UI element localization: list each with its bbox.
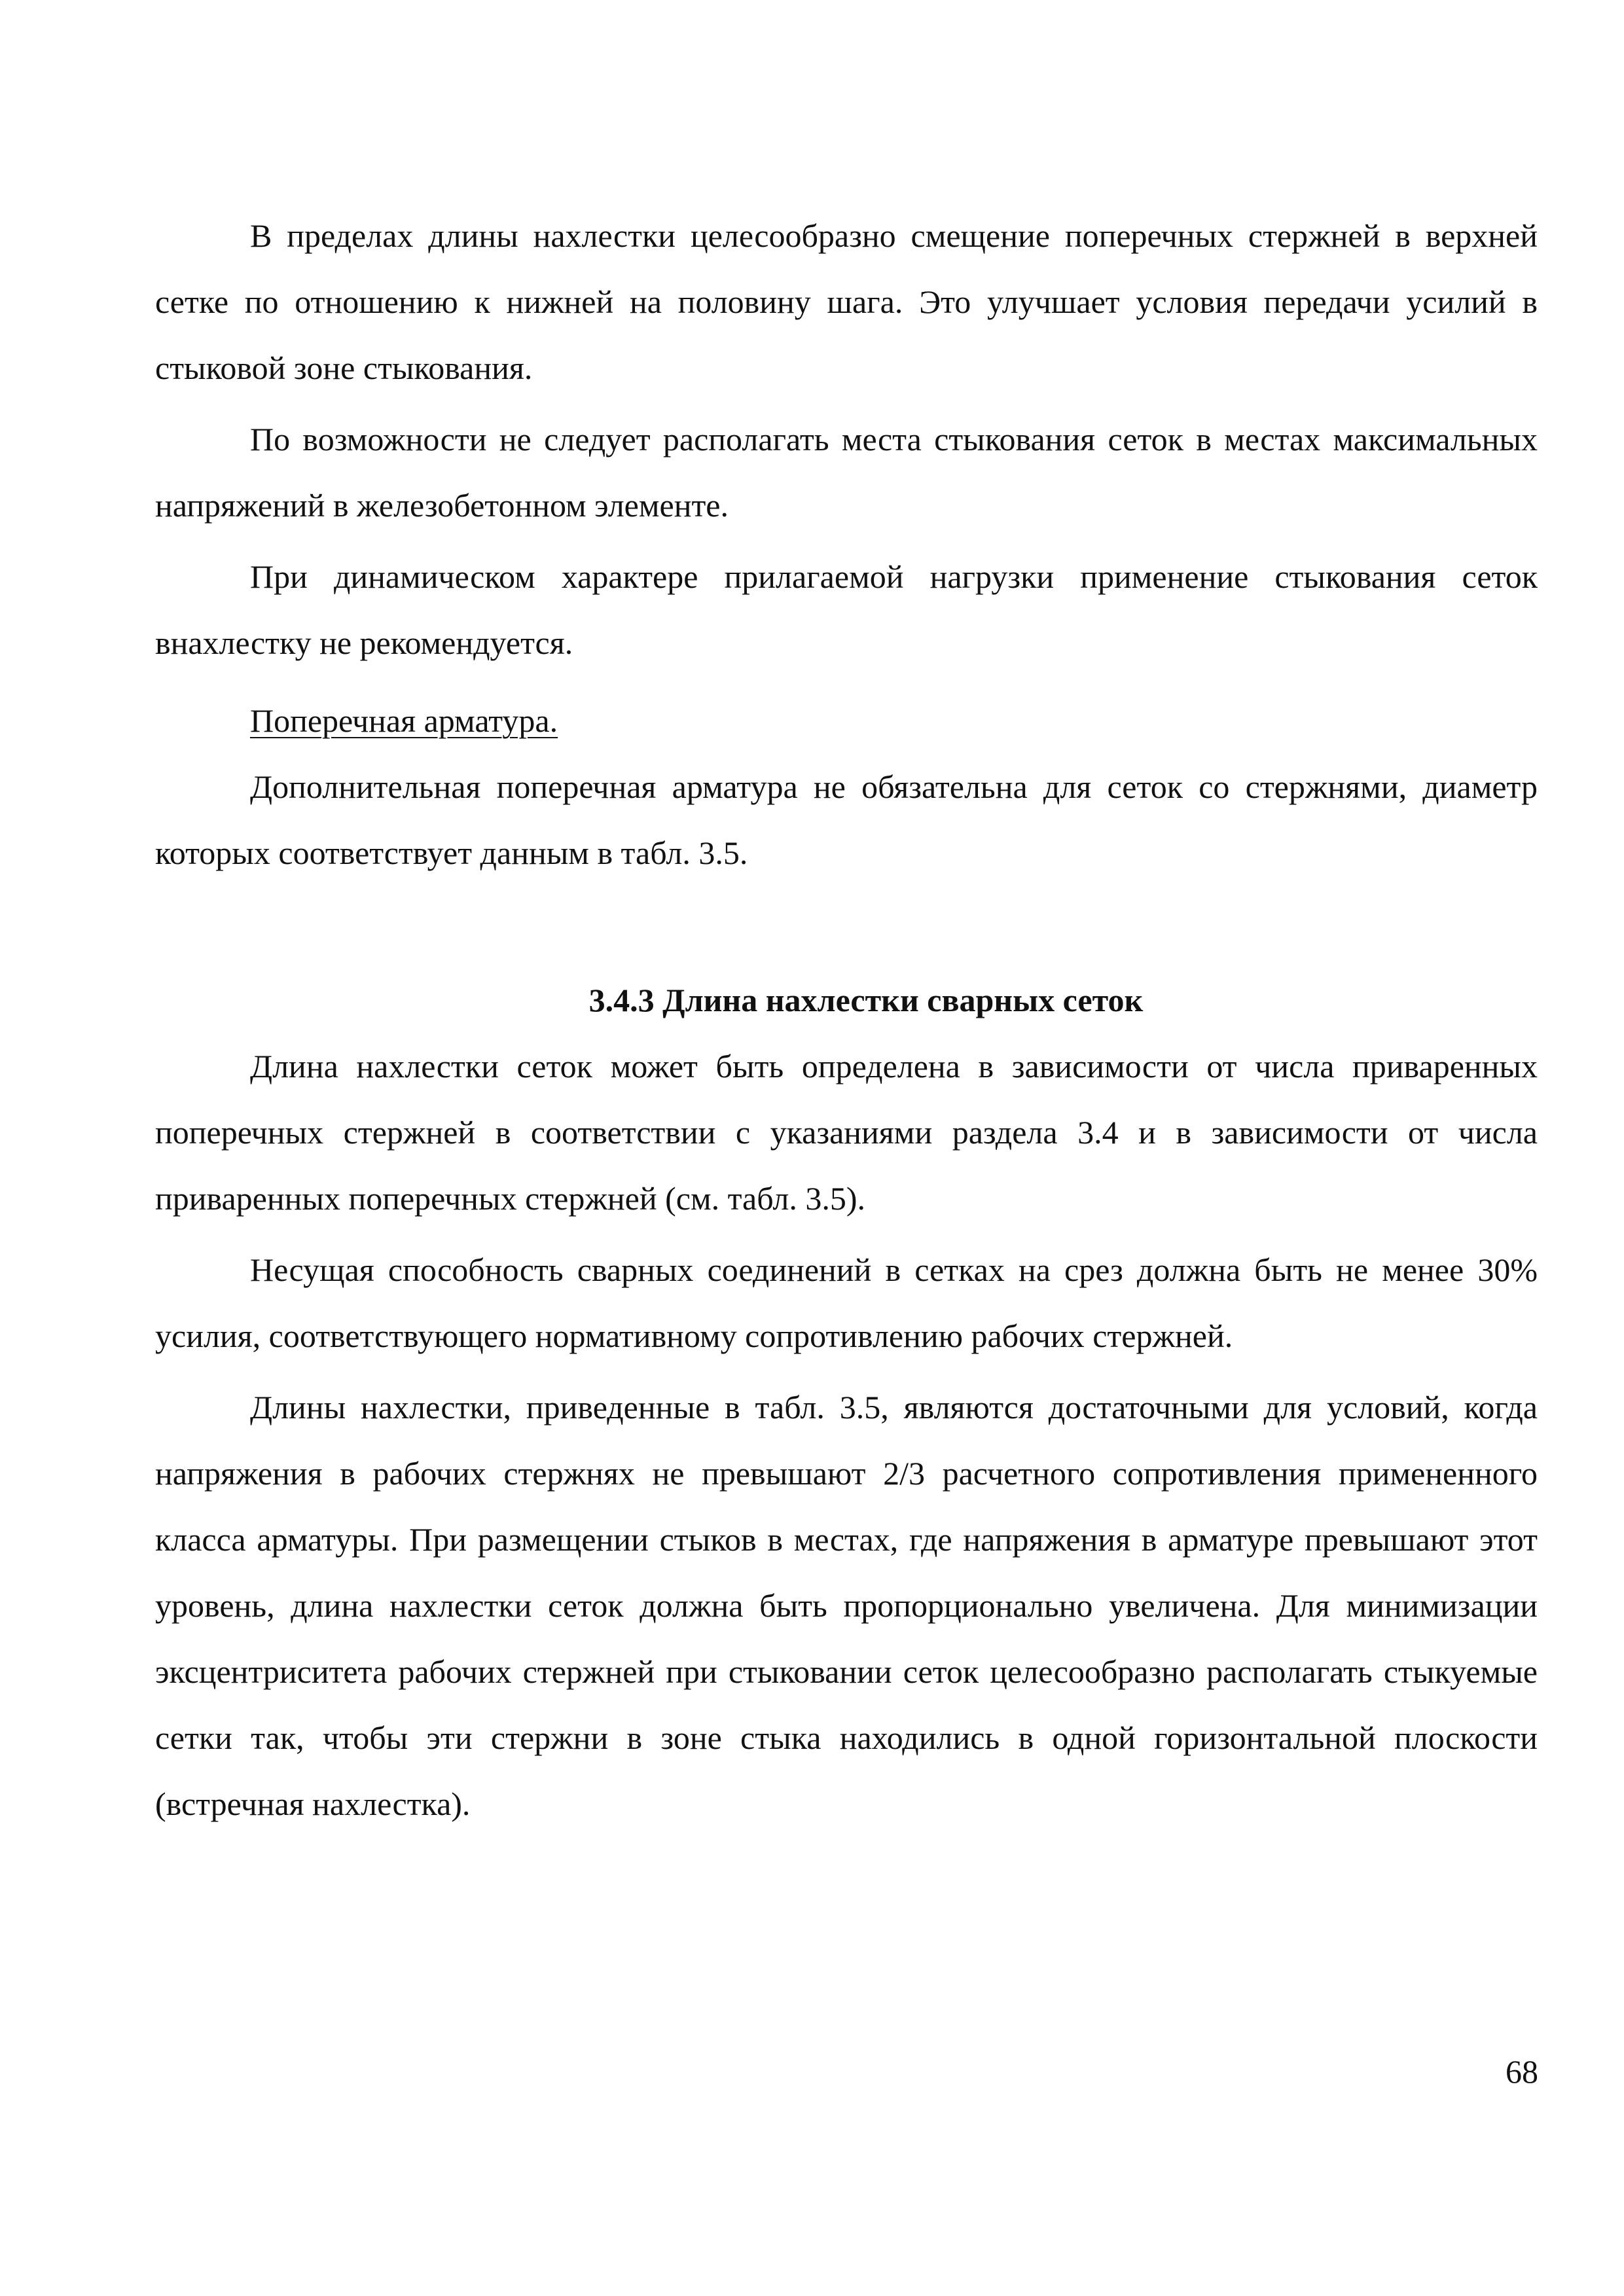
subheading-transverse-reinforcement <box>155 688 1538 754</box>
document-page <box>155 203 1538 1837</box>
paragraph-lap-lengths-table: Длины нахлестки, приведенные в табл. 3.5, являются достаточными для условий, когда напряжения в рабочих стержнях не превышают 2/3 расчетного сопротивления примененного класса арматуры. При размещении стыков в местах, где напряжения в арматуре превышают этот уровень, длина нахлестки сеток должна быть пропорционально увеличена. Для минимизации эксцентриситета рабочих стержней при стыковании сеток целесообразно располагать стыкуемые сетки так, чтобы эти стержни в зоне стыка находились в одной горизонтальной плоскости (встречная нахлестка). <box>155 1389 1538 1822</box>
paragraph-lap-offset: В пределах длины нахлестки целесообразно смещение поперечных стержней в верхней сетке по отношению к нижней на половину шага. Это улучшает условия передачи усилий в стыковой зоне стыкования. <box>155 217 1538 386</box>
subheading-text: Поперечная арматура. <box>250 702 558 739</box>
paragraph-shear-capacity: Несущая способность сварных соединений в сетках на срез должна быть не менее 30% усилия, соответствующего нормативному сопротивлению рабочих стержней. <box>155 1251 1538 1354</box>
paragraph-splice-location: По возможности не следует располагать места стыкования сеток в местах максимальных напряжений в железобетонном элементе. <box>155 421 1538 524</box>
page-number: 68 <box>1506 2053 1538 2090</box>
paragraph-lap-length: Длина нахлестки сеток может быть определена в зависимости от числа приваренных поперечных стержней в соответствии с указаниями раздела 3.4 и в зависимости от числа приваренных поперечных стержней (см. табл. 3.5). <box>155 1048 1538 1217</box>
paragraph-dynamic-load: При динамическом характере прилагаемой нагрузки применение стыкования сеток внахлестку не рекомендуется. <box>155 558 1538 661</box>
section-heading: 3.4.3 Длина нахлестки сварных сеток <box>588 982 1144 1018</box>
paragraph-transverse-reinforcement: Дополнительная поперечная арматура не обязательна для сеток со стержнями, диаметр которых соответствует данным в табл. 3.5. <box>155 768 1538 871</box>
